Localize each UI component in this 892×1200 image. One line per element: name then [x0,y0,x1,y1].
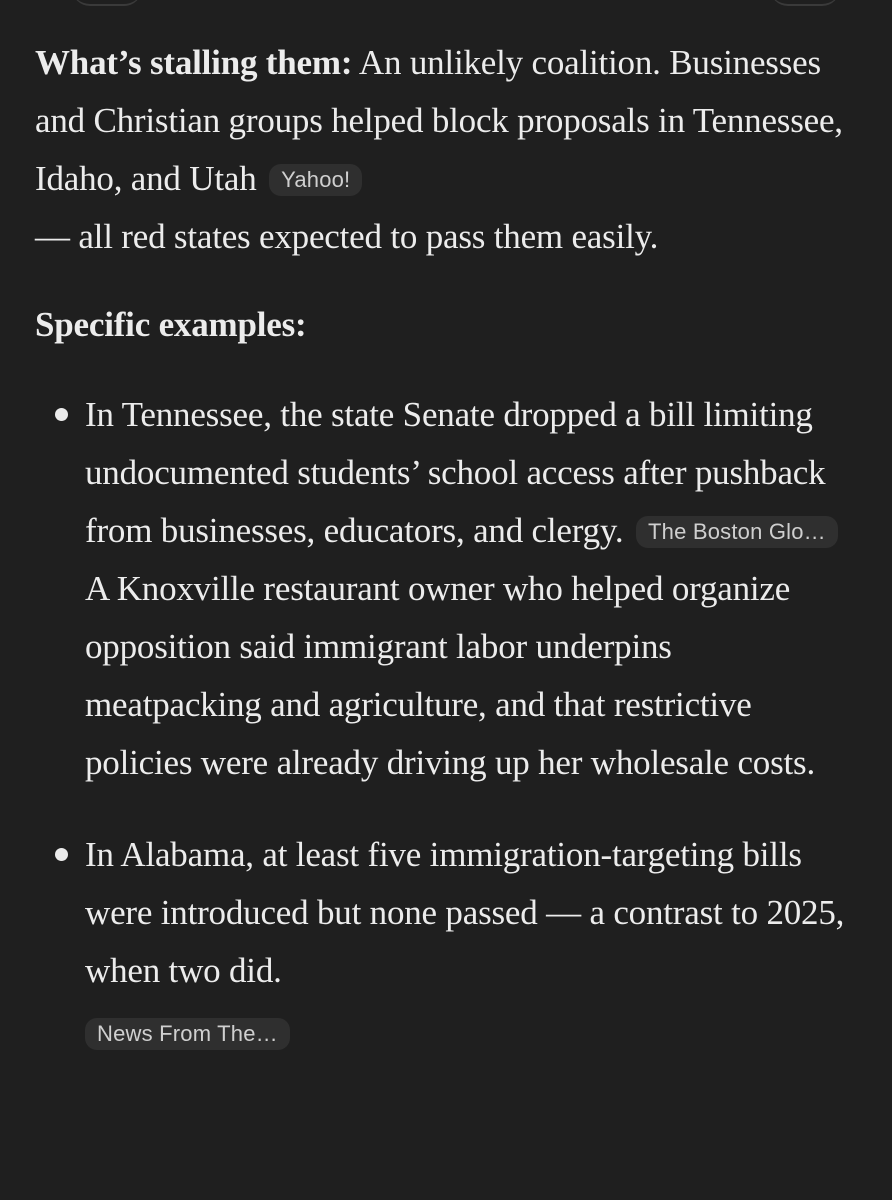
source-chip-news-from-the[interactable]: News From The… [85,1018,290,1050]
top-left-edge-decoration [72,0,142,6]
list-item [35,386,855,792]
bullet-dot-icon [55,848,68,861]
list-item [35,826,855,1062]
example-2-text-1: In Alabama, at least five immigration-targeting bills were introduced but none passed — a contrast to 2025, when two did. [85,835,845,990]
example-1-text-1: In Tennessee, the state Senate dropped a bill limiting undocumented students’ school access after pushback from businesses, educators, and clergy. [85,395,826,550]
intro-heading: What’s stalling them: [35,43,353,82]
source-chip-boston-globe[interactable]: The Boston Glo… [636,516,838,548]
top-right-edge-decoration [770,0,840,6]
source-chip-yahoo[interactable]: Yahoo! [269,164,362,196]
bullet-dot-icon [55,408,68,421]
article-content [35,34,855,1062]
intro-text-1: An unlikely coalition. Businesses and Christian groups helped block proposals in Tennessee, Idaho, and Utah [35,43,843,198]
intro-text-2: — all red states expected to pass them easily. [35,217,659,256]
source-chip-row [85,1004,855,1062]
example-1-text-2: A Knoxville restaurant owner who helped organize opposition said immigrant labor underpins meatpacking and agriculture, and that restrictive policies were already driving up her wholesale costs. [85,569,815,782]
intro-paragraph [35,34,855,266]
examples-heading: Specific examples: [35,305,307,344]
examples-list [35,386,855,1062]
